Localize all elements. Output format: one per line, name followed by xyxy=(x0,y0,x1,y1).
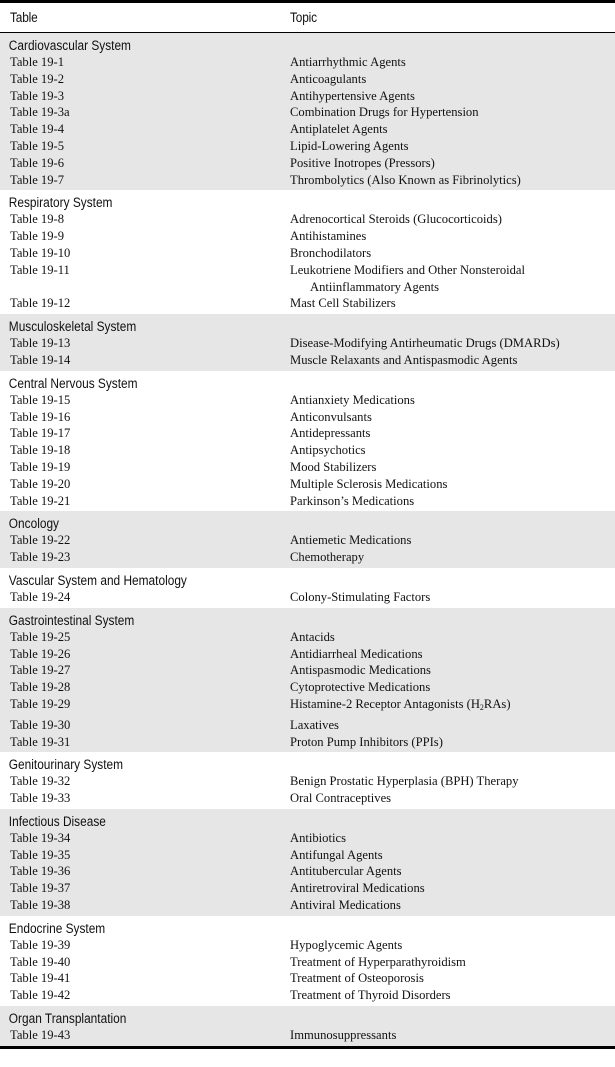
topic-cell xyxy=(290,71,615,88)
topic-text: Treatment of Hyperparathyroidism xyxy=(290,954,466,969)
topic-cell xyxy=(290,717,615,734)
topic-cell xyxy=(290,459,615,476)
topic-text: Antibiotics xyxy=(290,830,346,845)
topic-text: Antiplatelet Agents xyxy=(290,122,388,137)
section-group xyxy=(0,1006,615,1046)
table-row xyxy=(0,662,615,679)
table-number: Table 19-16 xyxy=(10,409,71,424)
section-group xyxy=(0,33,615,190)
table-row xyxy=(0,352,615,369)
table-row xyxy=(0,970,615,987)
table-row xyxy=(0,773,615,790)
topic-text: Treatment of Osteoporosis xyxy=(290,971,424,986)
topic-cell xyxy=(290,245,615,262)
topic-cell xyxy=(290,847,615,864)
topic-cell xyxy=(290,211,615,228)
topic-text: Antacids xyxy=(290,629,335,644)
table-row-continuation xyxy=(0,279,615,296)
table-row xyxy=(0,262,615,279)
table-number: Table 19-41 xyxy=(10,971,71,986)
header-col-table xyxy=(0,9,290,27)
topic-cell xyxy=(290,696,615,717)
topic-text: Lipid-Lowering Agents xyxy=(290,138,409,153)
topic-cell xyxy=(290,409,615,426)
topic-cell xyxy=(290,970,615,987)
table-row xyxy=(0,295,615,312)
topic-cell xyxy=(290,830,615,847)
table-row xyxy=(0,228,615,245)
topic-text: Thrombolytics (Also Known as Fibrinolytics) xyxy=(290,172,521,187)
topic-text: Disease-Modifying Antirheumatic Drugs (DMARDs) xyxy=(290,336,560,351)
table-row xyxy=(0,493,615,510)
topic-text: Cytoprotective Medications xyxy=(290,680,431,695)
topic-cell xyxy=(290,54,615,71)
table-row xyxy=(0,880,615,897)
topic-text: Antihistamines xyxy=(290,229,367,244)
table-number: Table 19-27 xyxy=(10,663,71,678)
table-row xyxy=(0,897,615,914)
topic-cell xyxy=(290,954,615,971)
topic-text: Antihypertensive Agents xyxy=(290,88,415,103)
topic-cell xyxy=(290,937,615,954)
topic-cell xyxy=(290,104,615,121)
table-row xyxy=(0,459,615,476)
topic-cell xyxy=(290,532,615,549)
topic-text: Leukotriene Modifiers and Other Nonsteroidal xyxy=(290,262,526,277)
table-row xyxy=(0,954,615,971)
table-row xyxy=(0,442,615,459)
section-title: Respiratory System xyxy=(8,195,113,211)
section-title: Organ Transplantation xyxy=(8,1011,127,1027)
header-topic-label: Topic xyxy=(290,9,317,25)
table-number: Table 19-22 xyxy=(10,533,71,548)
topic-cell xyxy=(290,662,615,679)
section-group xyxy=(0,568,615,608)
topic-text: Histamine-2 Receptor Antagonists (H xyxy=(290,696,480,711)
topic-cell xyxy=(290,88,615,105)
section-title: Genitourinary System xyxy=(8,757,124,773)
topic-cell xyxy=(290,295,615,312)
table-number: Table 19-37 xyxy=(10,881,71,896)
table-row xyxy=(0,211,615,228)
topic-text: Adrenocortical Steroids (Glucocorticoids) xyxy=(290,212,502,227)
section-group xyxy=(0,371,615,512)
topic-text: Immunosuppressants xyxy=(290,1028,397,1043)
topic-cell xyxy=(290,549,615,566)
topic-subscript: 2 xyxy=(479,702,484,712)
table-number: Table 19-7 xyxy=(10,172,65,187)
table-number: Table 19-32 xyxy=(10,774,71,789)
topic-text: Antidepressants xyxy=(290,426,371,441)
section-title: Vascular System and Hematology xyxy=(8,572,187,588)
table-row xyxy=(0,425,615,442)
table-number: Table 19-1 xyxy=(10,55,65,69)
table-number: Table 19-15 xyxy=(10,392,71,407)
table-row xyxy=(0,696,615,717)
topic-text: Antispasmodic Medications xyxy=(290,663,431,678)
topic-cell xyxy=(290,155,615,172)
table-number: Table 19-12 xyxy=(10,296,71,311)
topic-text: Parkinson’s Medications xyxy=(290,493,415,508)
table-row xyxy=(0,847,615,864)
table-number: Table 19-8 xyxy=(10,212,65,227)
table-row xyxy=(0,71,615,88)
topic-cell xyxy=(290,442,615,459)
topic-cell xyxy=(290,734,615,751)
table-number: Table 19-10 xyxy=(10,245,71,260)
table-header xyxy=(0,3,615,33)
table-row xyxy=(0,987,615,1004)
topic-text: Antianxiety Medications xyxy=(290,392,415,407)
empty-cell xyxy=(0,279,290,296)
table-row xyxy=(0,392,615,409)
section-title: Musculoskeletal System xyxy=(8,319,137,335)
table-number: Table 19-18 xyxy=(10,443,71,458)
topic-text: Benign Prostatic Hyperplasia (BPH) Therapy xyxy=(290,774,519,789)
table-row xyxy=(0,54,615,71)
table-number: Table 19-30 xyxy=(10,717,71,732)
table-row xyxy=(0,138,615,155)
table-row xyxy=(0,335,615,352)
section-group xyxy=(0,314,615,371)
topic-text: Proton Pump Inhibitors (PPIs) xyxy=(290,734,443,749)
table-row xyxy=(0,790,615,807)
table-number: Table 19-17 xyxy=(10,426,71,441)
section-title: Gastrointestinal System xyxy=(8,612,135,628)
section-title: Endocrine System xyxy=(8,920,106,936)
table-number: Table 19-40 xyxy=(10,954,71,969)
topic-cell xyxy=(290,679,615,696)
topic-text: Antidiarrheal Medications xyxy=(290,646,423,661)
table-number: Table 19-43 xyxy=(10,1028,71,1043)
table-number: Table 19-34 xyxy=(10,830,71,845)
topic-cell xyxy=(290,1027,615,1044)
table-number: Table 19-26 xyxy=(10,646,71,661)
topic-cell xyxy=(290,773,615,790)
table-row xyxy=(0,549,615,566)
section-group xyxy=(0,511,615,568)
table-row xyxy=(0,830,615,847)
topic-cell xyxy=(290,790,615,807)
table-number: Table 19-42 xyxy=(10,988,71,1003)
table-number: Table 19-19 xyxy=(10,459,71,474)
table-row xyxy=(0,88,615,105)
topic-cell xyxy=(290,335,615,352)
table-number: Table 19-14 xyxy=(10,352,71,367)
topic-text: Antipsychotics xyxy=(290,443,366,458)
topic-text: Positive Inotropes (Pressors) xyxy=(290,155,435,170)
topic-text: Bronchodilators xyxy=(290,245,372,260)
topic-text: Chemotherapy xyxy=(290,550,365,565)
table-number: Table 19-20 xyxy=(10,476,71,491)
table-number: Table 19-25 xyxy=(10,629,71,644)
topic-text: Antifungal Agents xyxy=(290,847,383,862)
topic-text: Muscle Relaxants and Antispasmodic Agents xyxy=(290,352,518,367)
section-title: Infectious Disease xyxy=(8,813,106,829)
topic-text: Hypoglycemic Agents xyxy=(290,937,403,952)
topic-cell xyxy=(290,476,615,493)
table-number: Table 19-3 xyxy=(10,88,65,103)
table-number: Table 19-36 xyxy=(10,864,71,879)
table-number: Table 19-29 xyxy=(10,696,71,711)
topic-cell xyxy=(290,425,615,442)
table-row xyxy=(0,589,615,606)
topic-text: Anticonvulsants xyxy=(290,409,372,424)
table-row xyxy=(0,104,615,121)
section-title: Oncology xyxy=(8,516,60,532)
table-number: Table 19-38 xyxy=(10,898,71,913)
table-row xyxy=(0,409,615,426)
topic-cell xyxy=(290,987,615,1004)
section-group xyxy=(0,809,615,916)
table-number: Table 19-5 xyxy=(10,138,65,153)
table-row xyxy=(0,1027,615,1044)
header-col-topic xyxy=(290,9,615,27)
table-row xyxy=(0,629,615,646)
topic-cell xyxy=(290,392,615,409)
section-title: Central Nervous System xyxy=(8,375,138,391)
topic-text: Antiviral Medications xyxy=(290,898,401,913)
section-group xyxy=(0,190,615,314)
section-title: Cardiovascular System xyxy=(8,38,131,53)
topic-text: Laxatives xyxy=(290,717,339,732)
table-row xyxy=(0,476,615,493)
table-number: Table 19-21 xyxy=(10,493,71,508)
table-row xyxy=(0,863,615,880)
table-number: Table 19-23 xyxy=(10,550,71,565)
table-number: Table 19-9 xyxy=(10,229,65,244)
topic-cell xyxy=(290,880,615,897)
topic-text: Oral Contraceptives xyxy=(290,791,392,806)
topic-text: Antitubercular Agents xyxy=(290,864,402,879)
table-number: Table 19-33 xyxy=(10,791,71,806)
topic-text: Treatment of Thyroid Disorders xyxy=(290,988,451,1003)
table-number: Table 19-6 xyxy=(10,155,65,170)
table-number: Table 19-4 xyxy=(10,122,65,137)
topic-text: Antiarrhythmic Agents xyxy=(290,55,406,69)
table-row xyxy=(0,245,615,262)
table-row xyxy=(0,532,615,549)
topic-text: Mood Stabilizers xyxy=(290,459,377,474)
section-group xyxy=(0,916,615,1006)
topic-cell xyxy=(290,121,615,138)
topic-text: Mast Cell Stabilizers xyxy=(290,296,396,311)
table-row xyxy=(0,121,615,138)
table-row xyxy=(0,717,615,734)
table-number: Table 19-31 xyxy=(10,734,71,749)
table-row xyxy=(0,172,615,189)
table-number: Table 19-11 xyxy=(10,262,70,277)
table-number: Table 19-24 xyxy=(10,589,71,604)
section-group xyxy=(0,608,615,753)
topic-cell xyxy=(290,172,615,189)
topic-text: Colony-Stimulating Factors xyxy=(290,589,431,604)
topic-cell xyxy=(290,138,615,155)
table-row xyxy=(0,155,615,172)
topic-text: Antiretroviral Medications xyxy=(290,881,425,896)
topic-text: Multiple Sclerosis Medications xyxy=(290,476,448,491)
topic-text: Anticoagulants xyxy=(290,71,367,86)
topic-text: Antiemetic Medications xyxy=(290,533,412,548)
table-row xyxy=(0,937,615,954)
table-row xyxy=(0,734,615,751)
topic-cell xyxy=(290,262,615,279)
table-number: Table 19-35 xyxy=(10,847,71,862)
topic-cell xyxy=(290,352,615,369)
topic-cell xyxy=(290,863,615,880)
table-number: Table 19-3a xyxy=(10,105,70,120)
table-number: Table 19-28 xyxy=(10,680,71,695)
section-group xyxy=(0,752,615,809)
topic-continuation: Antiinflammatory Agents xyxy=(310,279,440,294)
topic-cell xyxy=(290,629,615,646)
table-number: Table 19-13 xyxy=(10,336,71,351)
header-table-label: Table xyxy=(10,9,38,25)
topic-cell xyxy=(290,897,615,914)
table-row xyxy=(0,679,615,696)
table-row xyxy=(0,646,615,663)
table-body xyxy=(0,33,615,1046)
table-number: Table 19-39 xyxy=(10,937,71,952)
topic-cell xyxy=(290,646,615,663)
topic-cell xyxy=(290,493,615,510)
topic-cell xyxy=(290,228,615,245)
topic-text: Combination Drugs for Hypertension xyxy=(290,105,479,120)
topic-cell xyxy=(290,589,615,606)
topic-text-after: RAs) xyxy=(483,696,511,711)
table-number: Table 19-2 xyxy=(10,71,65,86)
